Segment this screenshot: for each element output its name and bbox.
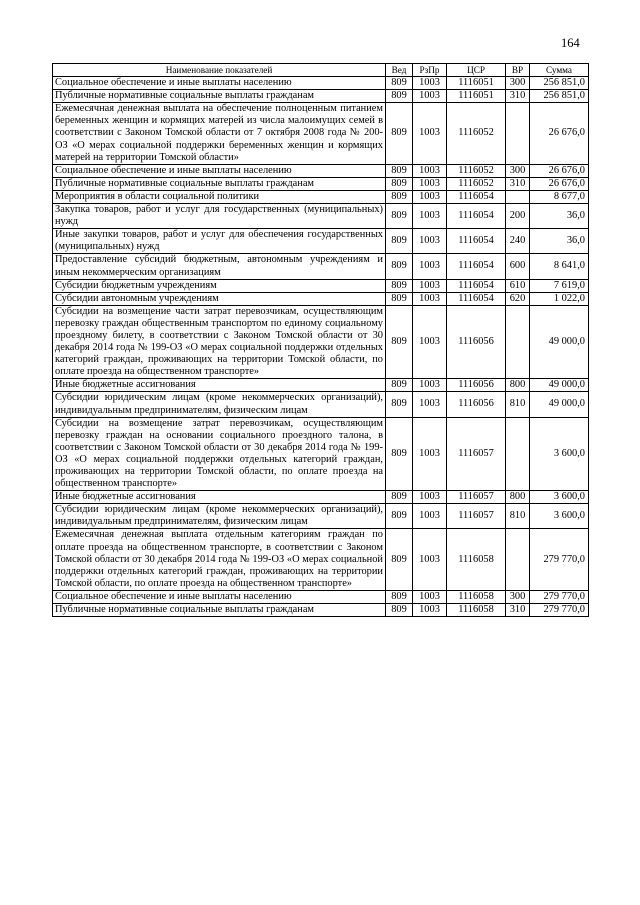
cell-ved: 809 [386,164,413,177]
cell-vr: 310 [506,90,530,103]
table-row [53,379,589,392]
table-row [53,392,589,417]
cell-sum: 1 022,0 [530,292,589,305]
cell-name: Субсидии юридическим лицам (кроме некоммерческих организаций), индивидуальным предпринимателям, физическим лицам [53,504,386,529]
table-header-row [53,64,589,77]
cell-vr: 800 [506,379,530,392]
cell-csr: 1116056 [447,305,506,379]
cell-vr: 240 [506,229,530,254]
cell-vr: 310 [506,604,530,617]
cell-sum: 7 619,0 [530,279,589,292]
table-row [53,204,589,229]
cell-csr: 1116052 [447,164,506,177]
cell-rzpr: 1003 [413,103,447,164]
header-name: Наименование показателей [53,64,386,77]
cell-rzpr: 1003 [413,190,447,203]
cell-ved: 809 [386,379,413,392]
cell-csr: 1116054 [447,279,506,292]
cell-sum: 279 770,0 [530,604,589,617]
cell-csr: 1116054 [447,229,506,254]
header-ved: Вед [386,64,413,77]
table-row [53,590,589,603]
cell-csr: 1116054 [447,190,506,203]
cell-ved: 809 [386,254,413,279]
cell-name: Мероприятия в области социальной политики [53,190,386,203]
cell-rzpr: 1003 [413,590,447,603]
cell-sum: 3 600,0 [530,491,589,504]
budget-table [52,63,589,617]
cell-name: Субсидии на возмещение затрат перевозчикам, осуществляющим перевозку граждан на основании социального проездного талона, в соответствии с Законом Томской области от 30 декабря 2014 года № 199-ОЗ «О мерах социальной поддержки отдельных категорий граждан, проживающих на территории Томской области, по оплате проезда на общественном транспорте» [53,417,386,491]
header-vr: ВР [506,64,530,77]
cell-ved: 809 [386,177,413,190]
cell-rzpr: 1003 [413,254,447,279]
page-number: 164 [561,36,580,50]
cell-name: Субсидии на возмещение части затрат перевозчикам, осуществляющим перевозку граждан общественным транспортом по единому социальному проездному билету, в соответствии с Законом Томской области от 30 декабря 2014 года № 199-ОЗ «О мерах социальной поддержки отдельных категорий граждан, проживающих на территории Томской области, по оплате проезда на общественном транспорте» [53,305,386,379]
cell-ved: 809 [386,604,413,617]
cell-sum: 49 000,0 [530,379,589,392]
header-rzpr: РзПр [413,64,447,77]
cell-sum: 49 000,0 [530,392,589,417]
cell-rzpr: 1003 [413,292,447,305]
cell-ved: 809 [386,392,413,417]
cell-csr: 1116052 [447,103,506,164]
table-row [53,177,589,190]
cell-sum: 256 851,0 [530,90,589,103]
table-row [53,417,589,491]
cell-sum: 26 676,0 [530,103,589,164]
table-row [53,279,589,292]
cell-vr [506,417,530,491]
cell-vr: 810 [506,392,530,417]
cell-ved: 809 [386,204,413,229]
cell-csr: 1116058 [447,604,506,617]
cell-rzpr: 1003 [413,604,447,617]
cell-rzpr: 1003 [413,417,447,491]
cell-ved: 809 [386,229,413,254]
cell-vr [506,103,530,164]
cell-csr: 1116056 [447,392,506,417]
cell-sum: 3 600,0 [530,417,589,491]
cell-csr: 1116058 [447,529,506,590]
cell-sum: 26 676,0 [530,164,589,177]
cell-vr: 600 [506,254,530,279]
cell-ved: 809 [386,292,413,305]
table-row [53,229,589,254]
cell-sum: 256 851,0 [530,77,589,90]
cell-vr: 310 [506,177,530,190]
table-row [53,164,589,177]
cell-name: Субсидии бюджетным учреждениям [53,279,386,292]
cell-csr: 1116051 [447,77,506,90]
cell-name: Иные бюджетные ассигнования [53,379,386,392]
cell-vr: 620 [506,292,530,305]
cell-rzpr: 1003 [413,90,447,103]
table-row [53,305,589,379]
table-row [53,77,589,90]
cell-csr: 1116054 [447,204,506,229]
header-csr: ЦСР [447,64,506,77]
table-row [53,529,589,590]
cell-name: Социальное обеспечение и иные выплаты населению [53,590,386,603]
cell-name: Публичные нормативные социальные выплаты гражданам [53,604,386,617]
cell-rzpr: 1003 [413,491,447,504]
cell-name: Публичные нормативные социальные выплаты гражданам [53,90,386,103]
header-sum: Сумма [530,64,589,77]
cell-ved: 809 [386,529,413,590]
cell-vr: 810 [506,504,530,529]
cell-ved: 809 [386,90,413,103]
cell-rzpr: 1003 [413,164,447,177]
cell-name: Социальное обеспечение и иные выплаты населению [53,77,386,90]
cell-ved: 809 [386,77,413,90]
cell-ved: 809 [386,504,413,529]
cell-name: Закупка товаров, работ и услуг для государственных (муниципальных) нужд [53,204,386,229]
cell-vr [506,305,530,379]
table-row [53,254,589,279]
cell-ved: 809 [386,590,413,603]
table-row [53,292,589,305]
cell-csr: 1116057 [447,417,506,491]
cell-sum: 36,0 [530,204,589,229]
cell-name: Субсидии юридическим лицам (кроме некоммерческих организаций), индивидуальным предпринимателям, физическим лицам [53,392,386,417]
table-row [53,90,589,103]
cell-vr: 300 [506,590,530,603]
cell-rzpr: 1003 [413,529,447,590]
cell-rzpr: 1003 [413,379,447,392]
cell-name: Ежемесячная денежная выплата на обеспечение полноценным питанием беременных женщин и кормящих матерей из числа малоимущих семей в соответствии с Законом Томской области от 7 октября 2008 года № 200-ОЗ «О мерах социальной поддержки беременных женщин и кормящих матерей на территории Томской области» [53,103,386,164]
cell-ved: 809 [386,491,413,504]
table-row [53,604,589,617]
cell-rzpr: 1003 [413,279,447,292]
cell-sum: 26 676,0 [530,177,589,190]
cell-rzpr: 1003 [413,204,447,229]
cell-vr: 800 [506,491,530,504]
cell-rzpr: 1003 [413,504,447,529]
cell-ved: 809 [386,279,413,292]
cell-rzpr: 1003 [413,229,447,254]
cell-sum: 8 677,0 [530,190,589,203]
cell-rzpr: 1003 [413,177,447,190]
cell-name: Ежемесячная денежная выплата отдельным категориям граждан по оплате проезда на общественном транспорте, в соответствии с Законом Томской области от 30 декабря 2014 года № 199-ОЗ «О мерах социальной поддержки отдельных категорий граждан, проживающих на территории Томской области, по оплате проезда на общественном транспорте» [53,529,386,590]
table-row [53,190,589,203]
cell-vr [506,529,530,590]
cell-sum: 3 600,0 [530,504,589,529]
cell-sum: 49 000,0 [530,305,589,379]
cell-csr: 1116051 [447,90,506,103]
cell-rzpr: 1003 [413,392,447,417]
cell-csr: 1116057 [447,491,506,504]
cell-name: Иные закупки товаров, работ и услуг для обеспечения государственных (муниципальных) нужд [53,229,386,254]
cell-vr [506,190,530,203]
table-row [53,103,589,164]
cell-vr: 200 [506,204,530,229]
cell-csr: 1116057 [447,504,506,529]
cell-rzpr: 1003 [413,77,447,90]
cell-sum: 36,0 [530,229,589,254]
cell-name: Субсидии автономным учреждениям [53,292,386,305]
cell-name: Иные бюджетные ассигнования [53,491,386,504]
cell-ved: 809 [386,103,413,164]
cell-name: Социальное обеспечение и иные выплаты населению [53,164,386,177]
cell-vr: 300 [506,164,530,177]
cell-csr: 1116052 [447,177,506,190]
cell-vr: 610 [506,279,530,292]
cell-sum: 8 641,0 [530,254,589,279]
cell-ved: 809 [386,417,413,491]
cell-name: Предоставление субсидий бюджетным, автономным учреждениям и иным некоммерческим организациям [53,254,386,279]
cell-ved: 809 [386,190,413,203]
table-row [53,504,589,529]
cell-csr: 1116056 [447,379,506,392]
cell-ved: 809 [386,305,413,379]
cell-sum: 279 770,0 [530,590,589,603]
cell-name: Публичные нормативные социальные выплаты гражданам [53,177,386,190]
cell-sum: 279 770,0 [530,529,589,590]
cell-csr: 1116058 [447,590,506,603]
cell-rzpr: 1003 [413,305,447,379]
table-row [53,491,589,504]
cell-csr: 1116054 [447,292,506,305]
cell-csr: 1116054 [447,254,506,279]
cell-vr: 300 [506,77,530,90]
